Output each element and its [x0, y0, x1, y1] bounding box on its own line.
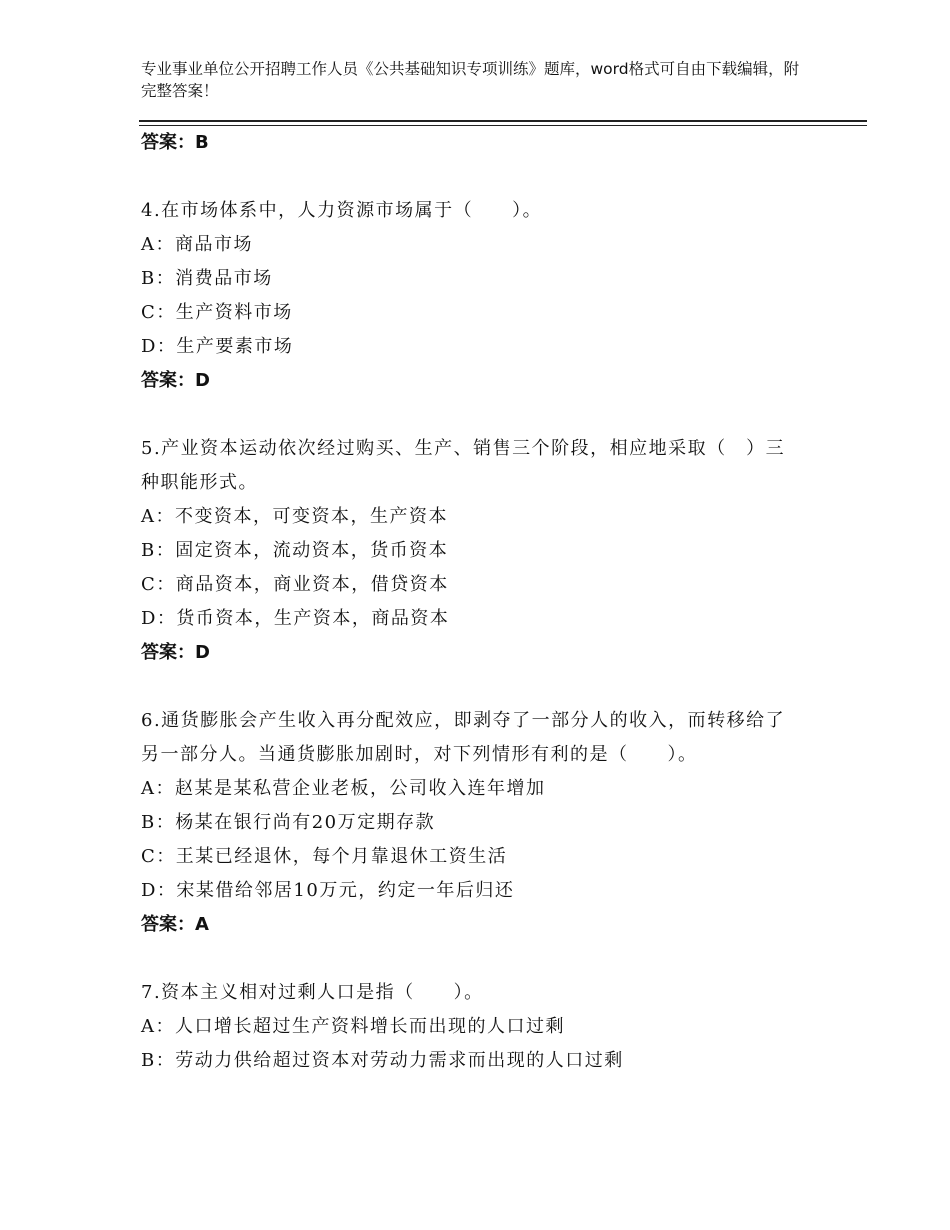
answer-line: 答案：D [141, 370, 210, 391]
answer-line: 答案：A [141, 914, 209, 935]
question-stem: 5.产业资本运动依次经过购买、生产、销售三个阶段，相应地采取（ ）三种职能形式。 [141, 438, 786, 493]
option-a: A：不变资本，可变资本，生产资本 [141, 506, 448, 527]
header-rule-thick [139, 120, 867, 122]
question-item [141, 704, 801, 942]
question-item [141, 976, 801, 1078]
document-header: 专业事业单位公开招聘工作人员《公共基础知识专项训练》题库，word格式可自由下载编辑，附完整答案！ [141, 60, 800, 100]
option-b: B：杨某在银行尚有20万定期存款 [141, 812, 436, 833]
option-d: D：宋某借给邻居10万元，约定一年后归还 [141, 880, 515, 901]
option-d: D：货币资本，生产资本，商品资本 [141, 608, 450, 629]
question-stem: 6.通货膨胀会产生收入再分配效应，即剥夺了一部分人的收入，而转移给了另一部分人。当通货膨胀加剧时，对下列情形有利的是（ ）。 [141, 710, 786, 765]
option-b: B：固定资本，流动资本，货币资本 [141, 540, 449, 561]
answer-line: 答案：D [141, 642, 210, 663]
option-c: C：王某已经退休，每个月靠退休工资生活 [141, 846, 508, 867]
option-c: C：商品资本，商业资本，借贷资本 [141, 574, 449, 595]
option-b: B：劳动力供给超过资本对劳动力需求而出现的人口过剩 [141, 1050, 624, 1071]
question-item [141, 194, 801, 398]
question-item [141, 432, 801, 670]
option-a: A：赵某是某私营企业老板，公司收入连年增加 [141, 778, 546, 799]
question-stem: 4.在市场体系中，人力资源市场属于（ ）。 [141, 200, 543, 221]
option-b: B：消费品市场 [141, 268, 273, 289]
answer-line: 答案：B [141, 132, 209, 153]
option-a: A：人口增长超过生产资料增长而出现的人口过剩 [141, 1016, 565, 1037]
option-a: A：商品市场 [141, 234, 253, 255]
question-stem: 7.资本主义相对过剩人口是指（ ）。 [141, 982, 484, 1003]
option-d: D：生产要素市场 [141, 336, 294, 357]
option-c: C：生产资料市场 [141, 302, 293, 323]
question-list [141, 126, 801, 1078]
